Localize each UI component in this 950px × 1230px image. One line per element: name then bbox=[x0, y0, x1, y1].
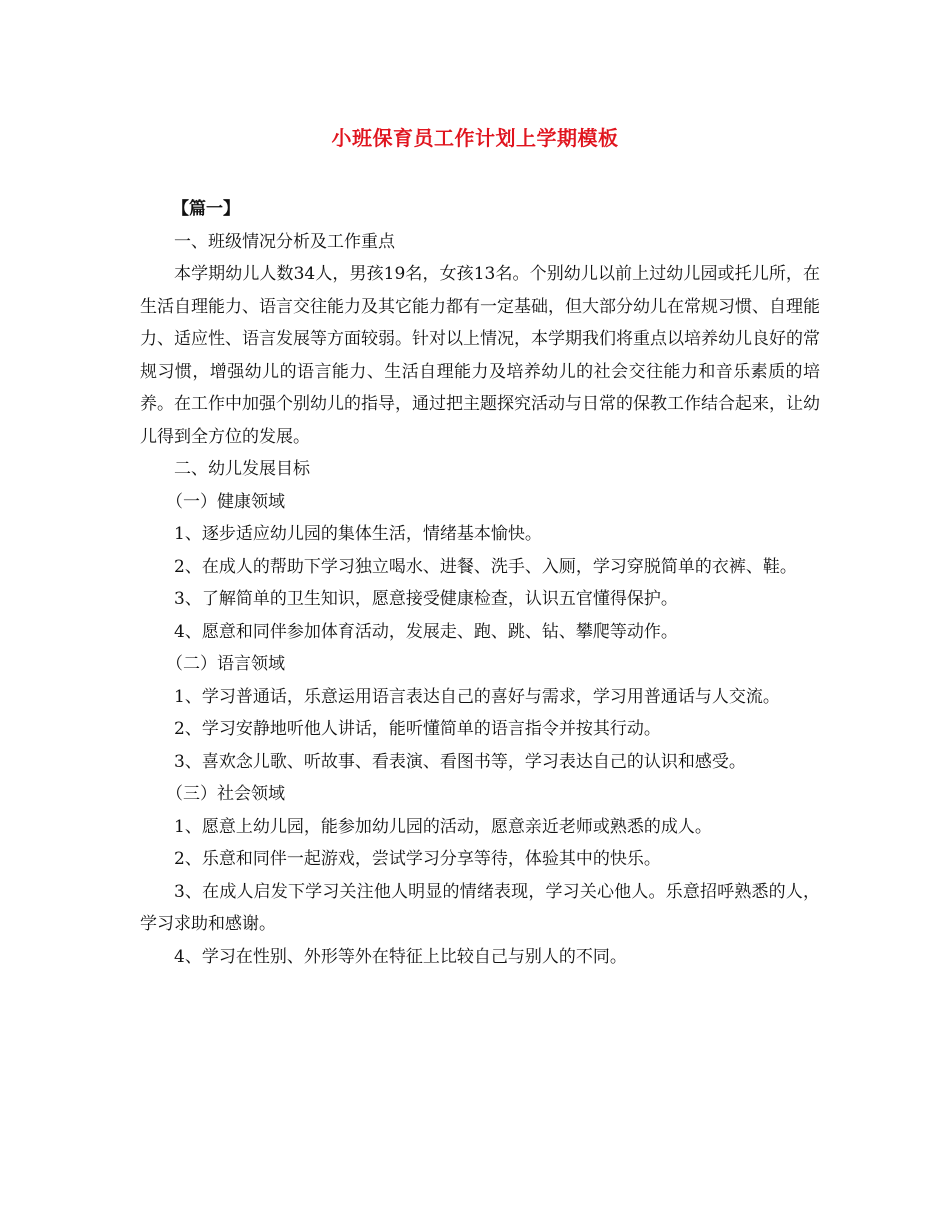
health-item: 4、愿意和同伴参加体育活动，发展走、跑、跳、钻、攀爬等动作。 bbox=[174, 621, 678, 642]
language-item: 1、学习普通话，乐意运用语言表达自己的喜好与需求，学习用普通话与人交流。 bbox=[174, 686, 780, 707]
document-title: 小班保育员工作计划上学期模板 bbox=[331, 126, 619, 150]
heading-language-domain: （二）语言领域 bbox=[166, 654, 285, 674]
health-item: 3、了解简单的卫生知识，愿意接受健康检查，认识五官懂得保护。 bbox=[174, 589, 678, 609]
heading-class-analysis: 一、班级情况分析及工作重点 bbox=[174, 231, 395, 252]
section-tag: 【篇一】 bbox=[172, 199, 240, 219]
social-item: 1、愿意上幼儿园，能参加幼儿园的活动，愿意亲近老师或熟悉的成人。 bbox=[174, 816, 712, 837]
social-item: 3、在成人启发下学习关注他人明显的情绪表现，学习关心他人。乐意招呼熟悉的人，学习求助和感谢。 bbox=[140, 881, 820, 934]
heading-development-goals: 二、幼儿发展目标 bbox=[174, 459, 310, 479]
language-item: 3、喜欢念儿歌、听故事、看表演、看图书等，学习表达自己的认识和感受。 bbox=[174, 751, 746, 772]
paragraph-class-analysis: 本学期幼儿人数34人，男孩19名，女孩13名。个别幼儿以前上过幼儿园或托儿所，在生活自理能力、语言交往能力及其它能力都有一定基础，但大部分幼儿在常规习惯、自理能力、适应性、语言发展等方面较弱。针对以上情况，本学期我们将重点以培养幼儿良好的常规习惯，增强幼儿的语言能力、生活自理能力及培养幼儿的社会交往能力和音乐素质的培养。在工作中加强个别幼儿的指导，通过把主题探究活动与日常的保教工作结合起来，让幼儿得到全方位的发展。 bbox=[140, 264, 820, 447]
document-body bbox=[140, 193, 820, 973]
heading-social-domain: （三）社会领域 bbox=[166, 784, 285, 804]
language-item: 2、学习安静地听他人讲话，能听懂简单的语言指令并按其行动。 bbox=[174, 719, 661, 739]
social-item: 2、乐意和同伴一起游戏，尝试学习分享等待，体验其中的快乐。 bbox=[174, 849, 661, 869]
health-item: 2、在成人的帮助下学习独立喝水、进餐、洗手、入厕，学习穿脱简单的衣裤、鞋。 bbox=[174, 556, 797, 577]
health-item: 1、逐步适应幼儿园的集体生活，情绪基本愉快。 bbox=[174, 524, 542, 544]
social-item: 4、学习在性别、外形等外在特征上比较自己与别人的不同。 bbox=[174, 946, 627, 967]
heading-health-domain: （一）健康领域 bbox=[166, 491, 285, 512]
